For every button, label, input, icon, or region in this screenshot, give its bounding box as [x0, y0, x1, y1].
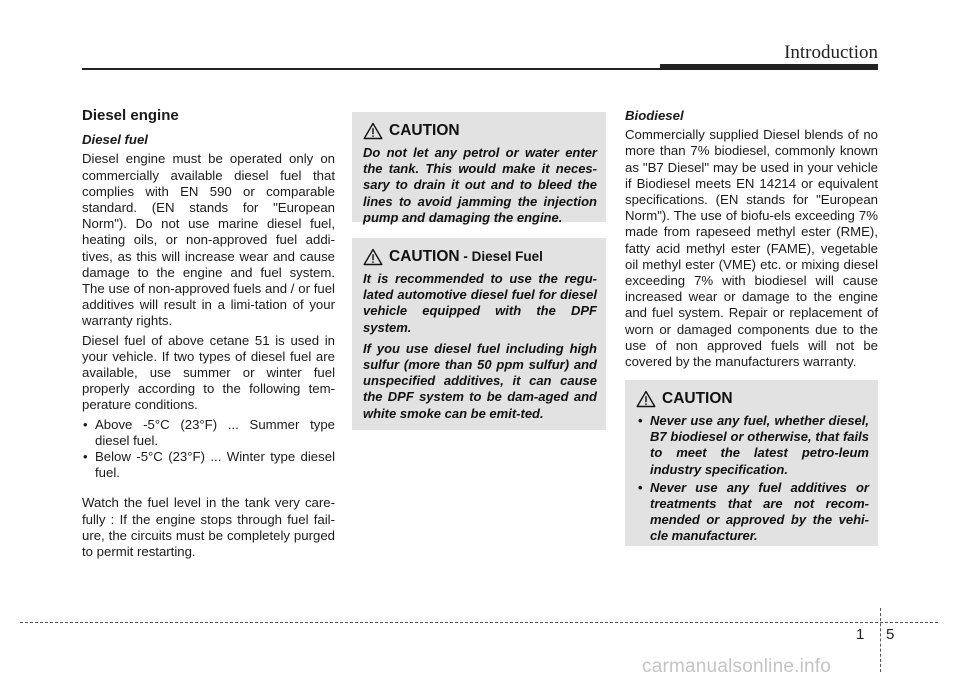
warning-triangle-icon — [363, 248, 383, 266]
section-heading: Diesel engine — [82, 107, 179, 124]
caution-box-diesel-fuel — [352, 238, 606, 430]
paragraph: Diesel fuel of above cetane 51 is used in your vehicle. If two types of diesel fuel are available, use summer or winter fuel properly according to the following tem-perature conditions. — [82, 332, 335, 413]
caution-text: Do not let any petrol or water enter the tank. This would make it neces-sary to drain it out and to bleed the lines to avoid jamming the injection pump and damaging the engine. — [363, 145, 597, 225]
caution-list — [636, 413, 869, 545]
caution-title-suffix: - Diesel Fuel — [459, 249, 543, 264]
page-number: 5 — [886, 626, 895, 643]
warning-triangle-icon — [636, 390, 656, 408]
left-column — [82, 108, 335, 563]
caution-header — [363, 248, 597, 266]
subheading-biodiesel: Biodiesel — [625, 108, 684, 123]
warning-triangle-icon — [363, 122, 383, 140]
footer-dashed-divider — [880, 608, 881, 672]
caution-box-fuel-additives — [625, 380, 878, 546]
watermark: carmanualsonline.info — [642, 656, 832, 677]
temperature-list — [82, 417, 335, 482]
caution-title: CAUTION — [389, 248, 460, 265]
caution-body — [363, 271, 597, 422]
list-item: • Never use any fuel additives or treatments that are not recom-mended or approved by the vehi-cle manufacturer. — [636, 480, 869, 545]
list-item: • Above -5°C (23°F) ... Summer type diesel fuel. — [82, 417, 335, 449]
header-rule-accent — [660, 64, 878, 70]
chapter-number: 1 — [856, 626, 865, 643]
caution-text: It is recommended to use the regu-lated automotive diesel fuel for diesel vehicle equipped with the DPF system. — [363, 271, 597, 335]
caution-box-petrol-water — [352, 112, 606, 225]
caution-body — [636, 413, 869, 545]
list-item: • Never use any fuel, whether diesel, B7 biodiesel or otherwise, that fails to meet the latest petro-leum industry specification. — [636, 413, 869, 478]
footer-dashed-rule — [20, 622, 938, 623]
caution-title: CAUTION — [389, 122, 460, 139]
paragraph: Watch the fuel level in the tank very care-fully : If the engine stops through fuel fail-ure, the circuits must be completely purged to permit restarting. — [82, 495, 335, 560]
list-item: • Below -5°C (23°F) ... Winter type diesel fuel. — [82, 449, 335, 481]
caution-title: CAUTION — [662, 390, 733, 407]
caution-text: If you use diesel fuel including high sulfur (more than 50 ppm sulfur) and unspecified additives, it can cause the DPF system to be dam-aged and white smoke can be emit-ted. — [363, 340, 597, 421]
caution-header — [363, 122, 597, 140]
header-title: Introduction — [784, 42, 878, 63]
right-column — [625, 108, 878, 373]
paragraph: Commercially supplied Diesel blends of no more than 7% biodiesel, commonly known as "B7 Diesel" may be used in your vehicle if Biodiesel meets EN 14214 or equivalent specifications. (EN stands for "European Norm"). The use of biofu-els exceeding 7% made from rapeseed methyl ester (RME), fatty acid methyl ester (FAME), vegetable oil methyl ester (VME) etc. or mixing diesel exceeding 7% with biodiesel will cause increased wear or damage to the engine and fuel system. Repair or replacement of worn or damaged components due to the use of non approved fuels will not be covered by the manufacturers warranty. — [625, 127, 878, 370]
caution-header — [636, 390, 869, 408]
paragraph: Diesel engine must be operated only on commercially available diesel fuel that complies with EN 590 or comparable standard. (EN stands for "European Norm"). Do not use marine diesel fuel, heating oils, or non-approved fuel addi-tives, as this will increase wear and cause damage to the engine and fuel system. The use of non-approved fuels and / or fuel additives will result in a limi-tation of your warranty rights. — [82, 151, 335, 329]
caution-body — [363, 145, 597, 226]
subheading-diesel-fuel: Diesel fuel — [82, 132, 148, 148]
